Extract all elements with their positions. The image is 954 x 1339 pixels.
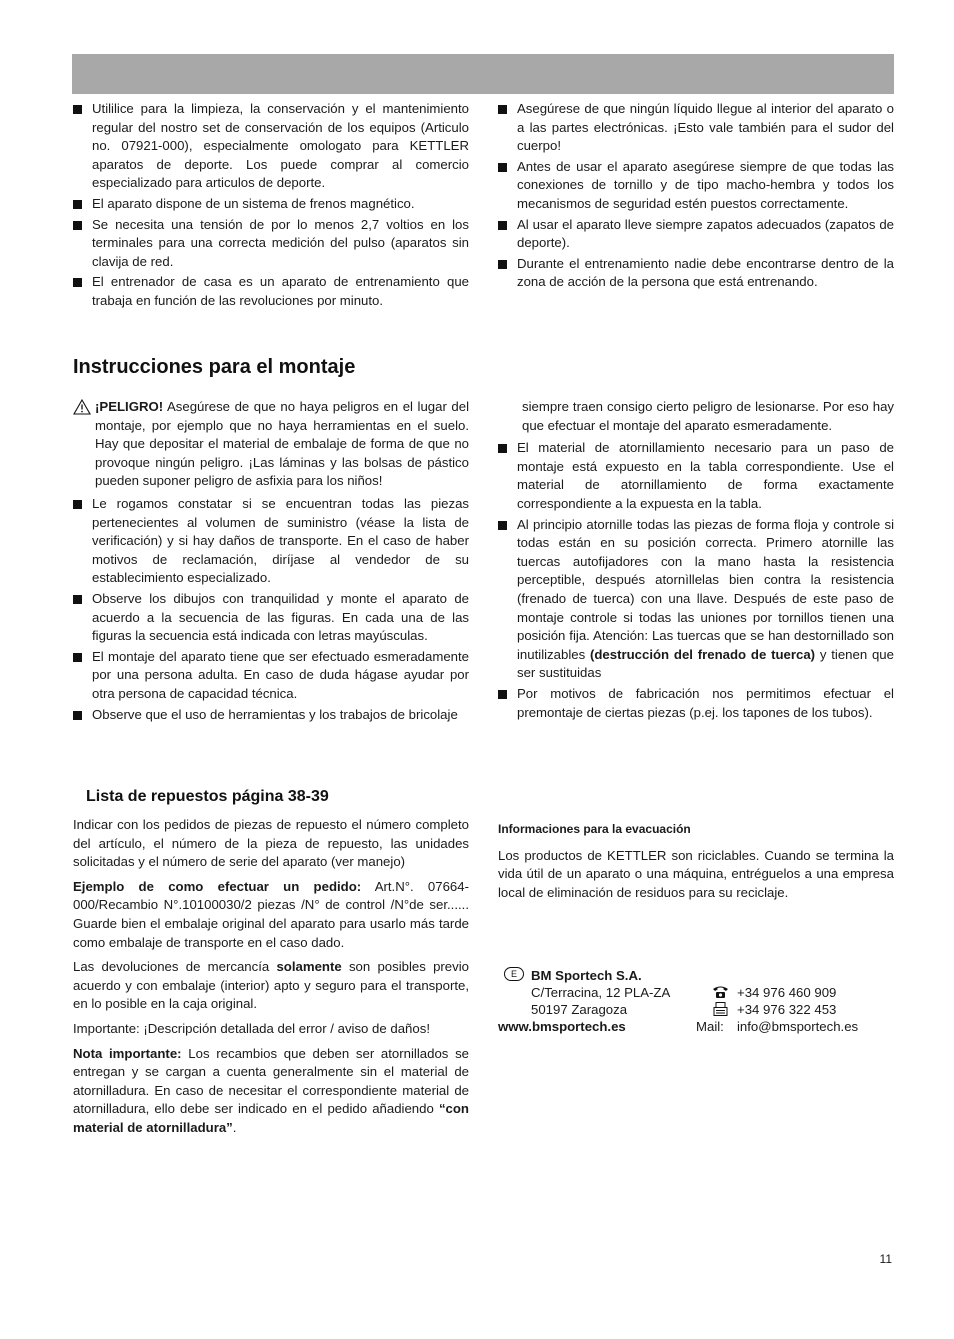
- contact-row-company: [498, 967, 894, 984]
- website-link[interactable]: www.bmsportech.es: [498, 1019, 626, 1034]
- bullet-bold-text: (destrucción del frenado de tuerca): [589, 646, 816, 662]
- list-item: Por motivos de fabricación nos permitimos efectuar el premontaje de ciertas piezas (p.ej. los tapones de los tubos).: [498, 685, 894, 722]
- fax-number: +34 976 322 453: [737, 1002, 837, 1017]
- important-paragraph: Importante: ¡Descripción detallada del error / aviso de daños!: [73, 1020, 430, 1036]
- header-bar: [72, 54, 894, 94]
- contact-row-web: [498, 1018, 894, 1035]
- phone-number: +34 976 460 909: [737, 985, 837, 1000]
- mail-label: Mail:: [696, 1019, 724, 1034]
- warning-label: ¡PELIGRO!: [95, 399, 164, 414]
- returns-text: Las devoluciones de mercancía: [73, 959, 277, 975]
- contact-block: [498, 967, 894, 1035]
- list-item: El material de atornillamiento necesario para un paso de montaje está expuesto en la tabla correspondiente. Use el material de atornillamiento de forma exactamente correspondiente a la expuesta en la tabla.: [498, 439, 894, 513]
- assembly-left-column: [73, 398, 469, 726]
- warning-triangle-icon: [73, 399, 91, 415]
- example-label: Ejemplo de como efectuar un pedido:: [73, 878, 362, 894]
- example-text: Art.N°. 07664-000/Recambio N°.10100030/2 piezas /N° de control /N°de ser...... Guarde bien el embalaje original del aparato para usarlo más tarde como embalaje de transporte en el caso dado.: [73, 878, 469, 950]
- note-paragraph: [73, 1045, 469, 1138]
- list-item: Durante el entrenamiento nadie debe encontrarse dentro de la zona de acción de la persona que está entrenando.: [498, 255, 894, 292]
- company-name: BM Sportech S.A.: [531, 968, 642, 983]
- list-item: El aparato dispone de un sistema de frenos magnético.: [73, 195, 469, 214]
- note-end: .: [232, 1119, 237, 1135]
- bullet-text: Al principio atornille todas las piezas de forma floja y controle si todas están en su posición correcta. Primero atornille las tuercas autofijadores con la mano hasta la resistencia perceptible, después atornìllelas bien contra la resistencia (frenado de tuerca) con una llave. Después de este paso de montaje controle si todas las uniones por tornillos tienen una posición fija. Atención: Las tuercas que se han destornillado son inutilizables: [517, 516, 894, 662]
- disposal-heading: Informaciones para la evacuación: [498, 822, 691, 836]
- spares-column: [73, 816, 469, 1144]
- list-item: El montaje del aparato tiene que ser efectuado esmeradamente por una persona adulta. En caso de duda hágase ayudar por otra persona de capacidad técnica.: [73, 648, 469, 704]
- list-item: Utililice para la limpieza, la conservación y el mantenimiento regular del nostro set de conservación de los equipos (Articulo no. 07921-000), especialmente omologato para KETTLER aparatos de deporte. Los puede comprar al comercio especializado para articulos de deporte.: [73, 100, 469, 193]
- top-right-column: [498, 100, 894, 294]
- contact-row-city: [498, 1001, 894, 1018]
- page-number: 11: [879, 1252, 892, 1266]
- note-bold-end: “con material de atornilladura”: [73, 1101, 469, 1135]
- note-text: Los recambios que deben ser atornillados se entregan y se cargan a cuenta generalmente sin el material de atornilladura. En caso de necesitar el correspondiente material de atornilladura, ello debe ser indicado en el pedido añadiendo: [73, 1045, 470, 1117]
- bullet-text-end: y tienen que ser sustituidas: [517, 646, 894, 681]
- list-item: [498, 516, 894, 683]
- contact-row-street: [498, 984, 894, 1001]
- disposal-text: Los productos de KETTLER son riciclables. Cuando se termina la vida útil de un aparato o una máquina, entréguelos a una empresa local de eliminación de residuos para su reciclaje.: [498, 847, 894, 900]
- note-label: Nota importante:: [73, 1045, 182, 1061]
- returns-text-end: son posibles previo acuerdo y con embalaje (interior) apto y seguro para el transporte, en lo posible en la caja original.: [73, 959, 470, 1012]
- assembly-right-column: [498, 398, 894, 724]
- warning-block: [73, 398, 469, 491]
- returns-bold: solamente: [276, 959, 342, 975]
- spares-example-paragraph: [73, 878, 469, 952]
- disposal-column: [498, 820, 894, 908]
- country-badge: E: [504, 967, 524, 981]
- list-item: Asegúrese de que ningún líquido llegue al interior del aparato o a las partes electrónicas. ¡Esto vale también para el sudor del cuerpo!: [498, 100, 894, 156]
- list-item: El entrenador de casa es un aparato de entrenamiento que trabaja en función de las revoluciones por minuto.: [73, 273, 469, 310]
- list-item: Observe que el uso de herramientas y los trabajos de bricolaje: [73, 706, 469, 725]
- list-item: Observe los dibujos con tranquilidad y monte el aparato de acuerdo a la secuencia de las figuras. En cada una de las figuras la secuencia está indicada con letras mayúsculas.: [73, 590, 469, 646]
- list-item: Al usar el aparato lleve siempre zapatos adecuados (zapatos de deporte).: [498, 216, 894, 253]
- warning-text: Asegúrese de que no haya peligros en el lugar del montaje, por ejemplo que no haya herramientas en el suelo. Hay que depositar el material de embalaje de forma de que no provoque ningún peligro. ¡Las láminas y las bolsas de pástico pueden suponer peligro de asfixia para los niños!: [95, 399, 469, 489]
- assembly-title: Instrucciones para el montaje: [73, 356, 356, 378]
- spares-paragraph: Indicar con los pedidos de piezas de repuesto el número completo del artículo, el número de la pieza de repuesto, las unidades solicitadas y el número de serie del aparato (ver manejo): [73, 817, 469, 870]
- returns-paragraph: [73, 958, 469, 1014]
- list-item: Antes de usar el aparato asegúrese siempre de que todas las conexiones de tornillo y de tipo macho-hembra y todos los mecanismos de seguridad estén puestos correctamente.: [498, 158, 894, 214]
- mail-address[interactable]: info@bmsportech.es: [737, 1019, 859, 1034]
- list-item: Se necesita una tensión de por lo menos 2,7 voltios en los terminales para una correcta medición del pulso (aparatos sin clavija de red.: [73, 216, 469, 272]
- street-address: C/Terracina, 12 PLA-ZA: [531, 985, 671, 1000]
- continued-text: siempre traen consigo cierto peligro de lesionarse. Por eso hay que efectuar el montaje del aparato esmeradamente.: [522, 399, 894, 433]
- list-item: Le rogamos constatar si se encuentran todas las piezas pertenecientes al volumen de suministro (véase la lista de verificación) y si hay daños de transporte. En el caso de haber motivos de reclamación, diríjase al vendedor de su establecimiento especializado.: [73, 495, 469, 588]
- spares-title: Lista de repuestos página 38-39: [86, 788, 329, 805]
- city-address: 50197 Zaragoza: [531, 1002, 628, 1017]
- top-left-column: [73, 100, 469, 313]
